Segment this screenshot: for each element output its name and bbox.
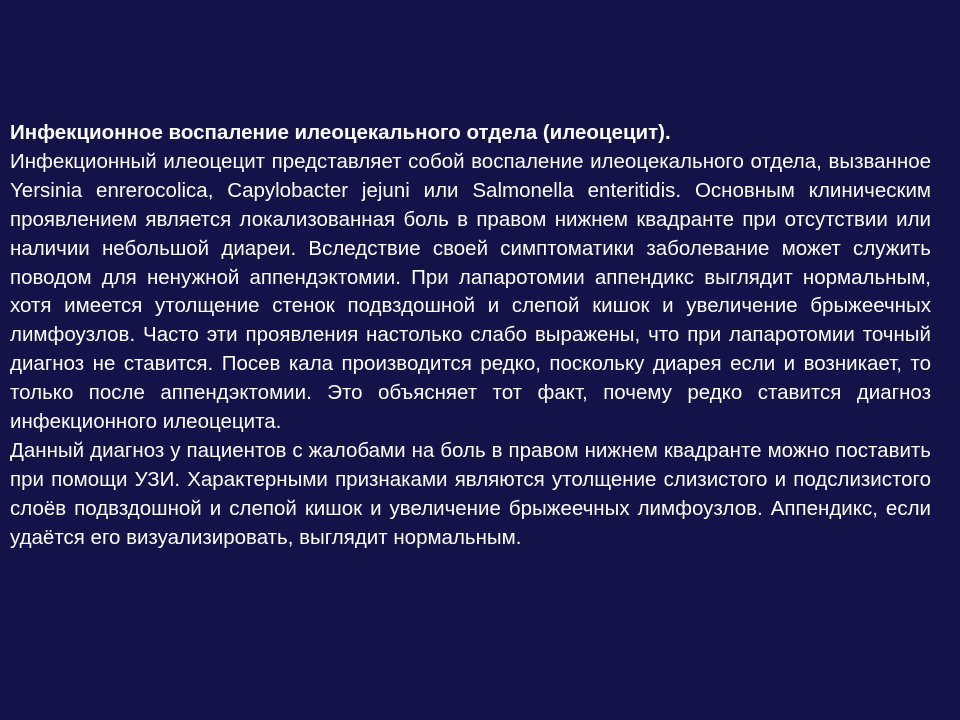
slide-text-block: [10, 119, 931, 553]
slide-title: Инфекционное воспаление илеоцекального отдела (илеоцецит).: [10, 121, 671, 144]
paragraph-ultrasound-diagnosis: Данный диагноз у пациентов с жалобами на боль в правом нижнем квадранте можно поставить при помощи УЗИ. Характерными признаками являются утолщение слизистого и подслизистого слоёв подвздошной и слепой кишок и увеличение брыжеечных лимфоузлов. Аппендикс, если удаётся его визуализировать, выглядит нормальным.: [10, 438, 931, 549]
paragraph-infectious-ileocecitis: Инфекционный илеоцецит представляет собой воспаление илеоцекального отдела, вызванное Yersinia enrerocolica, Capylobacter jejuni или Salmonella enteritidis. Основным клиническим проявлением является локализованная боль в правом нижнем квадранте при отсутствии или наличии небольшой диареи. Вследствие своей симптоматики заболевание может служить поводом для ненужной аппендэктомии. При лапаротомии аппендикс выглядит нормальным, хотя имеется утолщение стенок подвздошной и слепой кишок и увеличение брыжеечных лимфоузлов. Часто эти проявления настолько слабо выражены, что при лапаротомии точный диагноз не ставится. Посев кала производится редко, поскольку диарея если и возникает, то только после аппендэктомии. Это объясняет тот факт, почему редко ставится диагноз инфекционного илеоцецита.: [10, 149, 931, 434]
